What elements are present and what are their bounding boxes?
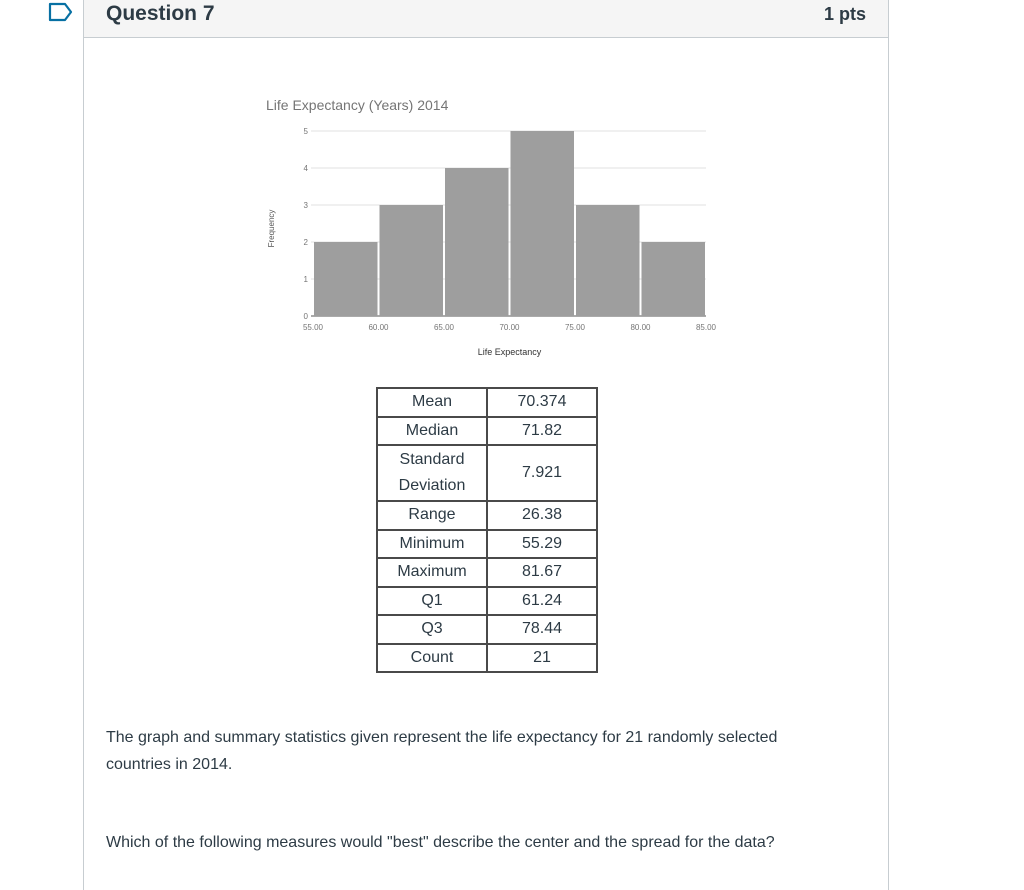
stats-row: [377, 530, 597, 559]
stat-value: 26.38: [487, 501, 597, 530]
stat-label: Standard Deviation: [377, 445, 487, 501]
stat-label: Range: [377, 501, 487, 530]
stat-label: Q1: [377, 587, 487, 616]
stat-value: 71.82: [487, 417, 597, 446]
bookmark-flag-icon[interactable]: [48, 2, 74, 22]
x-tick-label: 75.00: [564, 323, 586, 332]
chart-title: Life Expectancy (Years) 2014: [266, 97, 449, 113]
x-tick-label: 60.00: [368, 323, 389, 332]
x-axis-label: Life Expectancy: [477, 347, 542, 357]
stat-label: Count: [377, 644, 487, 673]
stat-label: Mean: [377, 388, 487, 417]
x-tick-label: 65.00: [433, 323, 455, 332]
question-header: [84, 0, 888, 38]
question-points: 1 pts: [823, 4, 866, 24]
stat-value: 70.374: [487, 388, 597, 417]
y-tick-label: 0: [303, 312, 308, 321]
stats-row: [377, 644, 597, 673]
histogram-bar: [642, 242, 706, 316]
y-tick-label: 5: [303, 127, 308, 136]
question-description: The graph and summary statistics given represent the life expectancy for 21 randomly selected countries in 2014.: [106, 729, 778, 773]
x-tick-label: 80.00: [630, 323, 651, 332]
x-tick-label: 85.00: [695, 323, 717, 332]
stat-value: 21: [487, 644, 597, 673]
stats-row: [377, 388, 597, 417]
y-tick-label: 2: [303, 238, 308, 247]
stats-row: [377, 615, 597, 644]
stat-label: Q3: [377, 615, 487, 644]
x-tick-label: 70.00: [499, 323, 520, 332]
stats-row: [377, 445, 597, 501]
stat-value: 81.67: [487, 558, 597, 587]
summary-statistics-table: [376, 387, 598, 673]
question-title: Question 7: [106, 2, 215, 25]
question-prompt: Which of the following measures would "best" describe the center and the spread for the data?: [106, 834, 775, 851]
stat-value: 61.24: [487, 587, 597, 616]
stat-value: 78.44: [487, 615, 597, 644]
stats-row: [377, 587, 597, 616]
y-axis-label: Frequency: [267, 209, 276, 248]
y-tick-label: 3: [303, 201, 308, 210]
histogram-bar: [314, 242, 378, 316]
histogram-bar: [445, 168, 509, 316]
x-tick-label: 55.00: [302, 323, 324, 332]
stat-label: Minimum: [377, 530, 487, 559]
stats-row: [377, 417, 597, 446]
histogram-bar: [511, 131, 575, 316]
stat-label: Maximum: [377, 558, 487, 587]
histogram-chart: [255, 120, 725, 365]
stat-label: Median: [377, 417, 487, 446]
stats-row: [377, 501, 597, 530]
histogram-bar: [576, 205, 640, 316]
y-tick-label: 1: [303, 275, 308, 284]
stat-value: 7.921: [487, 445, 597, 501]
y-tick-label: 4: [303, 164, 308, 173]
stats-row: [377, 558, 597, 587]
stat-value: 55.29: [487, 530, 597, 559]
histogram-bar: [380, 205, 444, 316]
